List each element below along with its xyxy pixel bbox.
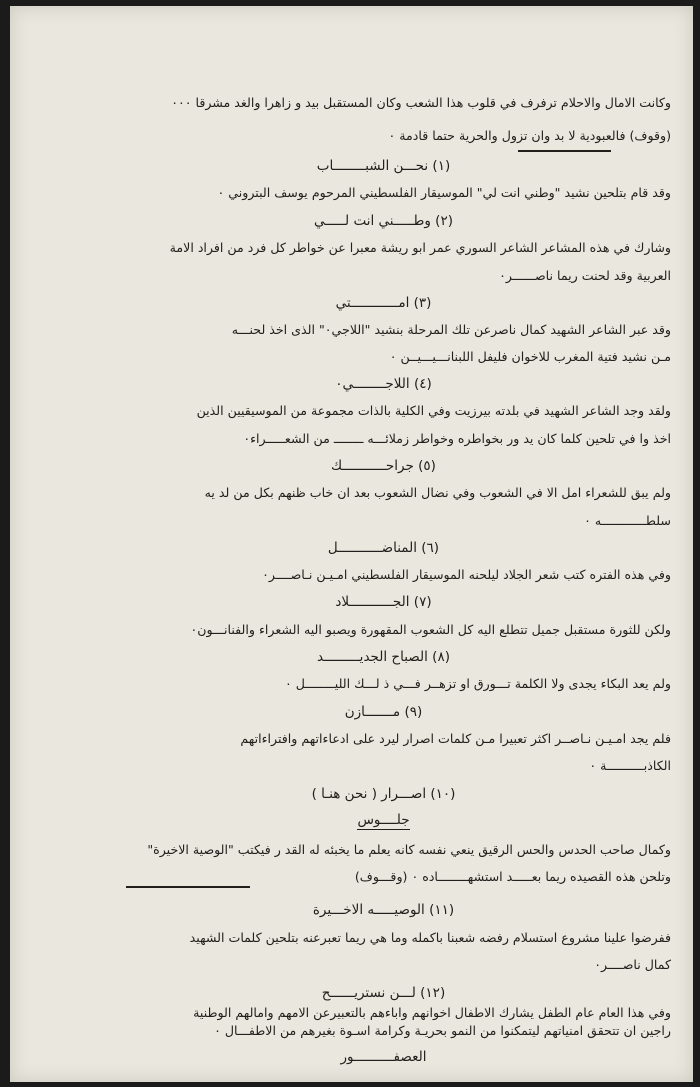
song-heading: (٨) الصباح الجديـــــــــد xyxy=(317,649,450,665)
text-line: العربية وقد لحنت ريما ناصــــــر٠ xyxy=(499,268,671,283)
song-heading: العصفــــــــــور xyxy=(340,1049,427,1065)
text-line: كمال ناصــــر٠ xyxy=(594,957,671,972)
song-heading: (١٠) اصـــرار ( نحن هنـا ) xyxy=(311,786,456,802)
text-line: وفي هذا العام عام الطفل يشارك الاطفال اخوانهم واباءهم بالتعبيرعن الامهم وامالهم الوطنية xyxy=(193,1005,671,1020)
song-heading: (١) نحـــن الشبــــــــاب xyxy=(316,158,451,174)
text-line: الكاذبــــــــــة ٠ xyxy=(589,758,671,773)
text-line: وتلحن هذه القصيده ريما بعـــــد استشهــــــــاده ٠ (وقـــوف) xyxy=(354,869,671,884)
text-line: ففرضوا علينا مشروع استسلام رفضه شعبنا باكمله وما هي ريما تعبرعنه بتلحين كلمات الشهيد xyxy=(189,930,671,945)
song-heading: (١١) الوصيـــــه الاخـــيرة xyxy=(312,902,455,918)
song-heading: (٥) جراحـــــــــــك xyxy=(331,458,436,474)
song-heading: (١٢) لـــن نستريــــــح xyxy=(321,985,446,1001)
sitting-heading: جلــــوس xyxy=(357,812,410,828)
text-line: وكمال صاحب الحدس والحس الرقيق ينعي نفسه كانه يعلم ما يخبئه له القد ر فيكتب "الوصية الاخيرة" xyxy=(147,842,671,857)
text-line: سلطــــــــــــه ٠ xyxy=(584,513,671,528)
text-line: وقد قام بتلحين نشيد "وطني انت لي" الموسيقار الفلسطيني المرحوم يوسف البتروني ٠ xyxy=(217,185,671,200)
underline-rule xyxy=(518,150,611,152)
text-line: (وقوف) فالعبودية لا بد وان تزول والحرية حتما قادمة ٠ xyxy=(388,128,671,143)
song-heading: (٤) اللاجــــــــي٠ xyxy=(335,376,432,392)
text-line: ولم يعد البكاء يجدى ولا الكلمة تـــورق او تزهــر فـــي ذ لـــك الليــــــــل ٠ xyxy=(284,676,671,691)
sitting-heading-wrap xyxy=(216,811,551,829)
song-heading: (٣) امــــــــــــتي xyxy=(335,295,432,311)
text-line: وقد عبر الشاعر الشهيد كمال ناصرعن تلك المرحلة بنشيد "اللاجي٠" الذى اخذ لحنـــه xyxy=(231,322,671,337)
text-line: راجين ان تتحقق امنياتهم ليتمكنوا من النمو بحريـة وكرامة اسـوة بغيرهم من الاطفـــال ٠ xyxy=(214,1023,671,1038)
text-line: وفي هذه الفتره كتب شعر الجلاد ليلحنه الموسيقار الفلسطيني امـيـن نـاصــــر٠ xyxy=(262,567,671,582)
song-heading: (٢) وطـــــني انت لـــــي xyxy=(314,213,453,229)
song-heading: (٦) المناضـــــــــــل xyxy=(327,540,440,556)
document-page xyxy=(10,6,693,1082)
song-heading: (٩) مـــــــازن xyxy=(344,704,423,720)
text-line: وكانت الامال والاحلام ترفرف في قلوب هذا الشعب وكان المستقبل بيد و زاهرا والغد مشرقا ٠٠٠ xyxy=(171,95,671,110)
song-heading: (٧) الجـــــــــــلاد xyxy=(335,594,432,610)
text-line: اخذ وا في تلحين كلما كان يد ور بخواطره وخواطر زملائـــه ــــــــ من الشعـــــراء٠ xyxy=(243,431,671,446)
text-line: فلم يجد امـيـن نـاصــر اكثر تعبيرا مـن كلمات اصرار ليرد على ادعاءاتهم وافتراءاتهم xyxy=(240,731,671,746)
underline-rule xyxy=(126,886,250,888)
text-line: وشارك في هذه المشاعر الشاعر السوري عمر ابو ريشة معبرا عن خواطر كل فرد من افراد الامة xyxy=(169,240,671,255)
text-line: ولم يبق للشعراء امل الا في الشعوب وفي نضال الشعوب بعد ان خاب ظنهم بكل من لد يه xyxy=(204,485,671,500)
text-line: مـن نشيد فتية المغرب للاخوان فليفل اللبنانـــيـــيــن ٠ xyxy=(389,349,671,364)
text-line: ولكن للثورة مستقبل جميل تتطلع اليه كل الشعوب المقهورة ويصبو اليه الشعراء والفنانـــون٠ xyxy=(190,622,671,637)
text-line: ولقد وجد الشاعر الشهيد في بلدته بيرزيت وفي الكلية بالذات مجموعة من الموسيقيين الذين xyxy=(196,403,671,418)
